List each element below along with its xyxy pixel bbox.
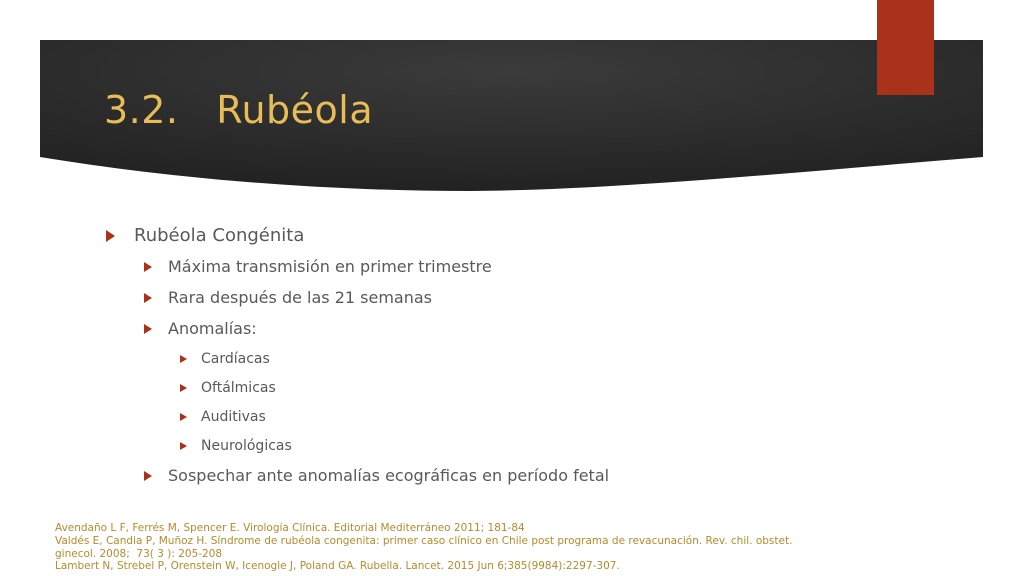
bullet-arrow-icon xyxy=(144,293,152,303)
bullet-text: Rubéola Congénita xyxy=(134,225,305,246)
reference-line: Valdés E, Candia P, Muñoz H. Síndrome de rubéola congenita: primer caso clínico en Chile post programa de revacunación. Rev. chil. obstet. xyxy=(55,534,793,547)
bullet-arrow-icon xyxy=(144,471,152,481)
bullet-text: Anomalías: xyxy=(168,319,257,338)
slide-title xyxy=(104,88,373,132)
accent-tab xyxy=(877,0,934,95)
reference-line: ginecol. 2008; 73( 3 ): 205-208 xyxy=(55,547,223,560)
bullet-item xyxy=(180,346,966,371)
bullet-arrow-icon xyxy=(144,262,152,272)
reference-line: Avendaño L F, Ferrés M, Spencer E. Virología Clínica. Editorial Mediterráneo 2011; 181-84 xyxy=(55,522,525,534)
bullet-text: Cardíacas xyxy=(201,350,270,367)
bullet-item xyxy=(180,375,966,400)
bullet-text: Auditivas xyxy=(201,408,266,425)
bullet-item xyxy=(106,222,966,249)
bullet-item xyxy=(144,315,966,342)
bullet-list xyxy=(106,222,966,493)
title-text: Rubéola xyxy=(216,88,374,132)
bullet-arrow-icon xyxy=(180,413,187,421)
bullet-item xyxy=(144,284,966,311)
reference-line: Lambert N, Strebel P, Orenstein W, Icenogle J, Poland GA. Rubella. Lancet. 2015 Jun 6;385(9984):2297-307. xyxy=(55,560,620,573)
references xyxy=(55,522,985,573)
bullet-item xyxy=(180,404,966,429)
bullet-text: Máxima transmisión en primer trimestre xyxy=(168,257,492,276)
bullet-text: Rara después de las 21 semanas xyxy=(168,288,432,307)
bullet-arrow-icon xyxy=(180,442,187,450)
bullet-text: Sospechar ante anomalías ecográficas en período fetal xyxy=(168,466,610,485)
bullet-arrow-icon xyxy=(106,230,115,242)
bullet-text: Oftálmicas xyxy=(201,379,276,396)
bullet-item xyxy=(180,433,966,458)
bullet-arrow-icon xyxy=(180,384,187,392)
bullet-item xyxy=(144,462,966,489)
bullet-arrow-icon xyxy=(144,324,152,334)
bullet-arrow-icon xyxy=(180,355,187,363)
title-number: 3.2. xyxy=(104,88,179,132)
bullet-item xyxy=(144,253,966,280)
bullet-text: Neurológicas xyxy=(201,437,292,454)
